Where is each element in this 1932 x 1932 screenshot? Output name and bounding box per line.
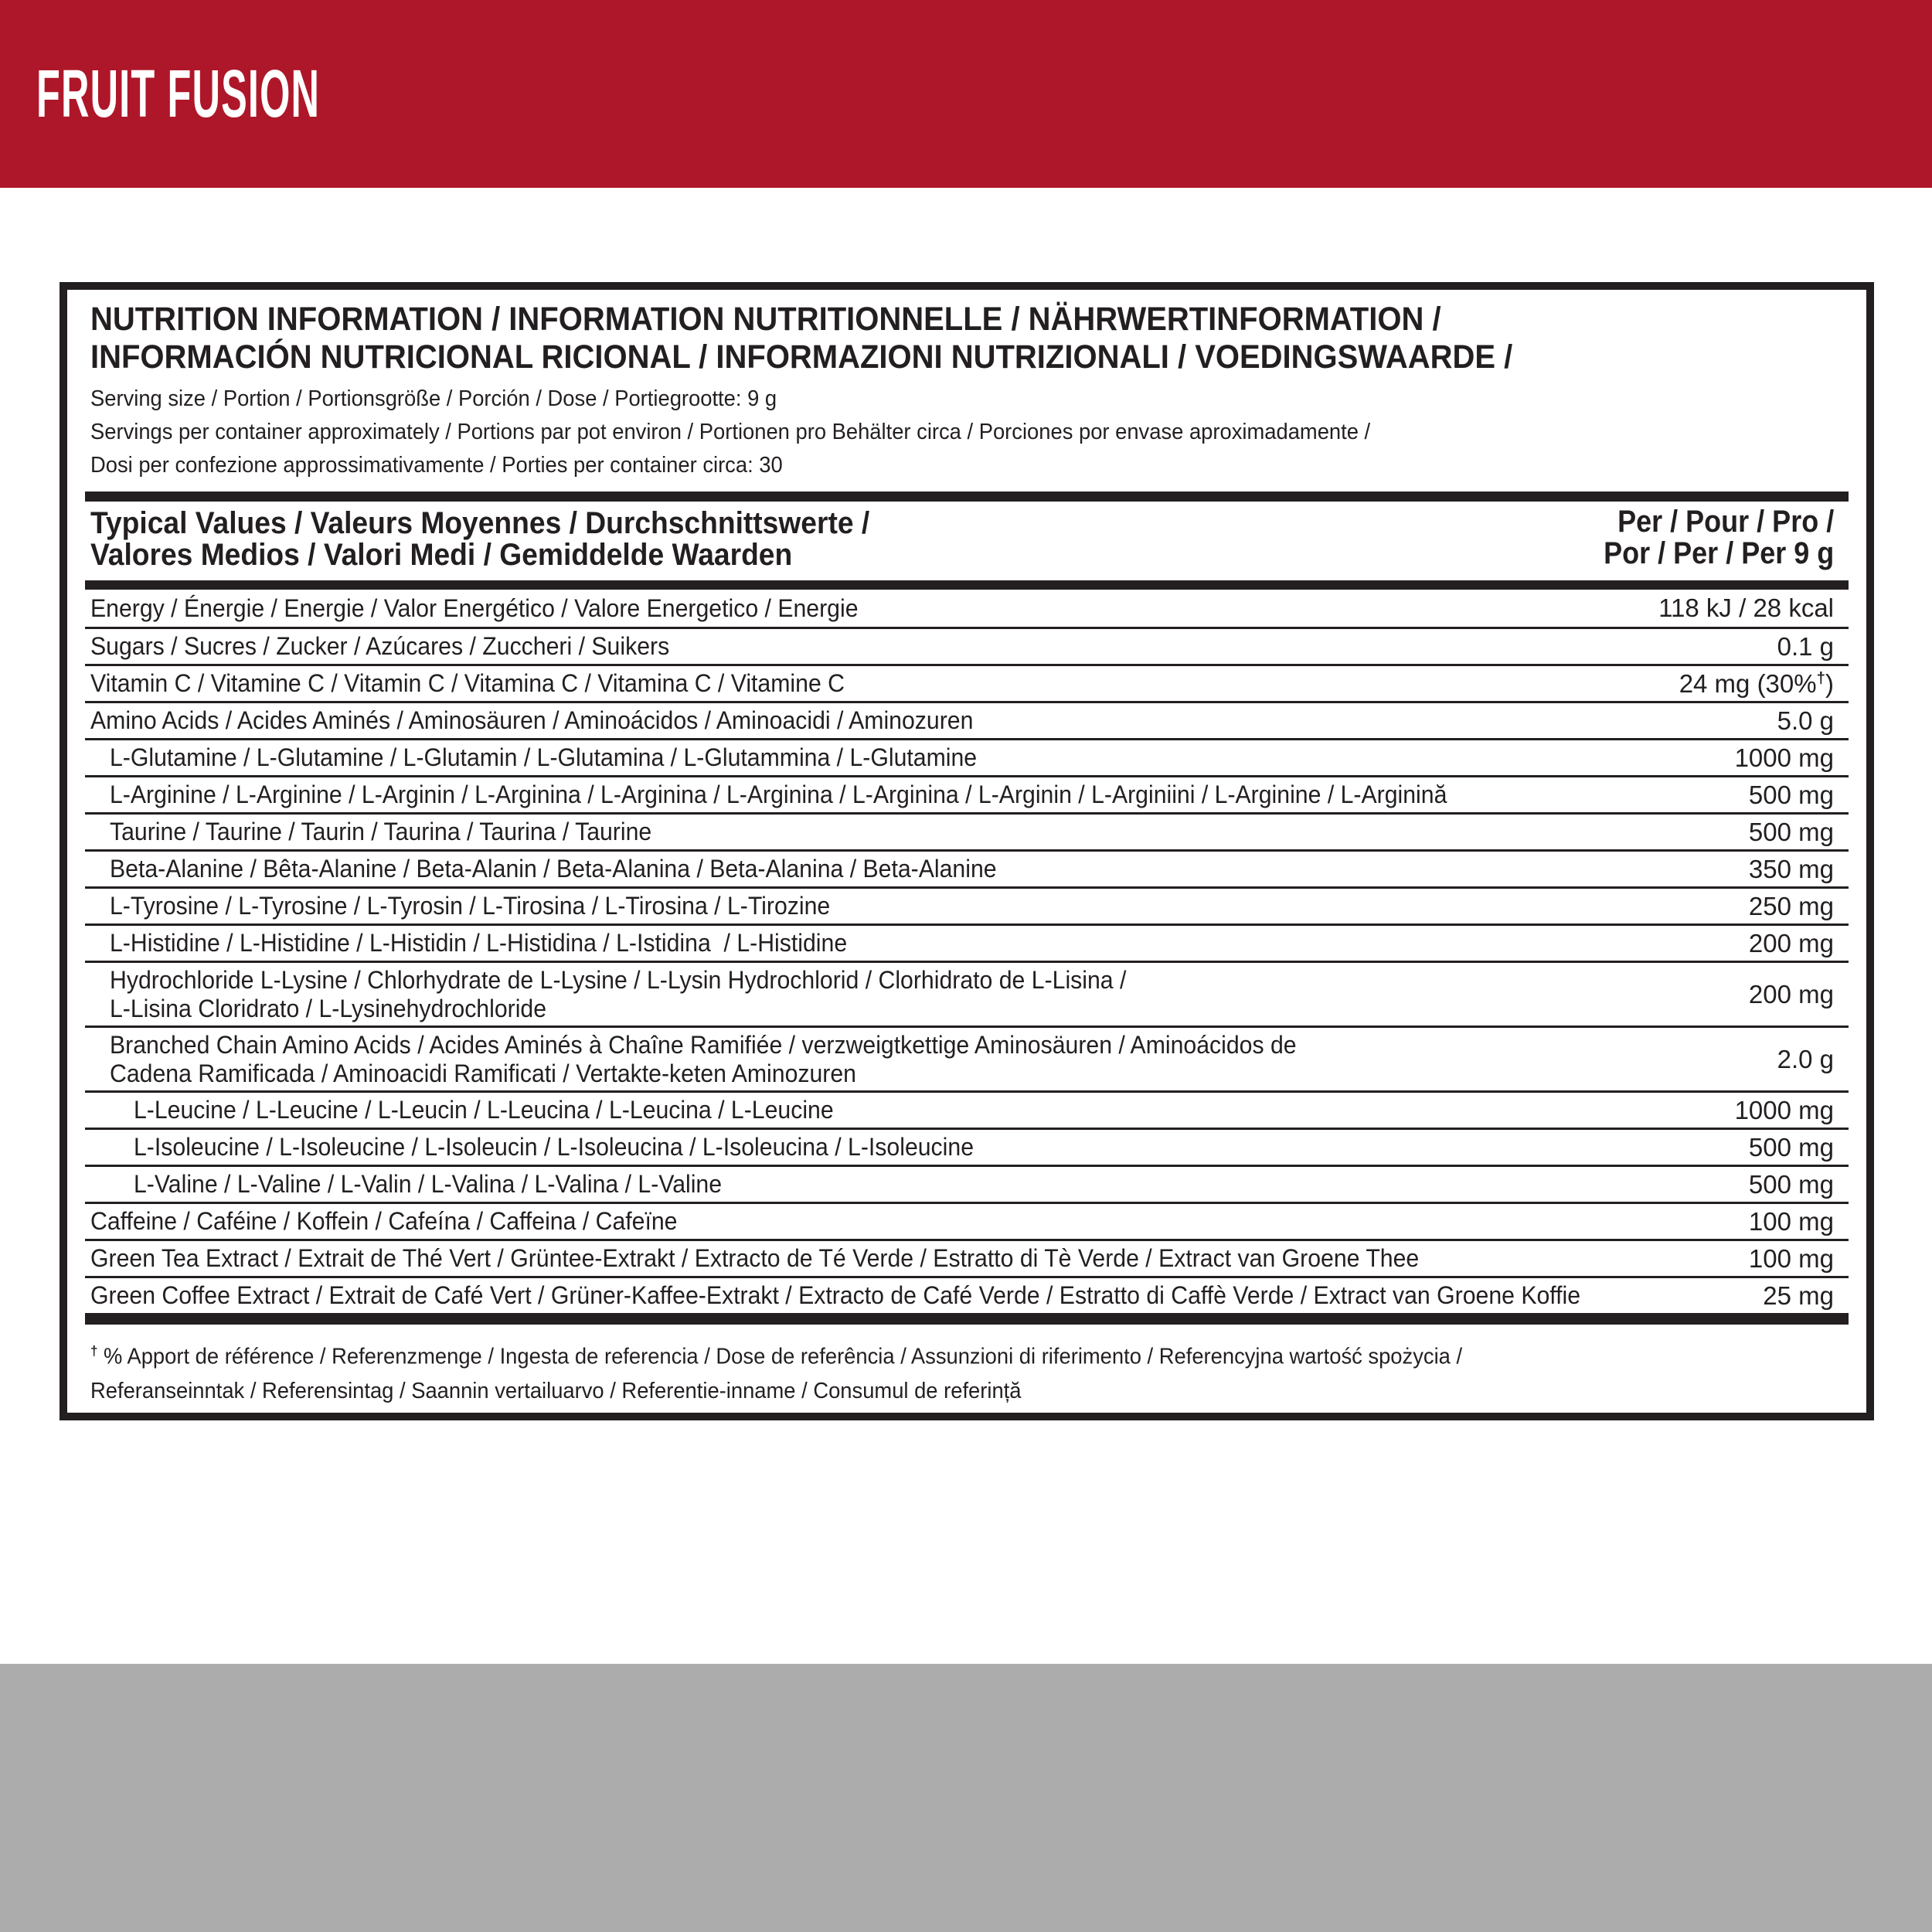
table-row [85,590,1849,627]
nutrient-value: 200 mg [1748,928,1834,957]
nutrient-label: Green Coffee Extract / Extrait de Café Vert / Grüner-Kaffee-Extrakt / Extracto de Café Verde / Estratto di Caffè Verde / Extract van Groene Koffie [90,1281,1581,1309]
nutrient-label: L-Glutamine / L-Glutamine / L-Glutamin / L-Glutamina / L-Glutammina / L-Glutamine [110,743,978,771]
nutrient-value: 500 mg [1748,780,1834,809]
nutrient-label: Green Tea Extract / Extrait de Thé Vert / Grüntee-Extrakt / Extracto de Té Verde / Estratto di Tè Verde / Extract van Groene Thee [90,1244,1420,1272]
per-serving-line2: Por / Per / Per 9 g [1603,536,1834,570]
nutrient-value: 350 mg [1748,854,1834,883]
servings-per-container-line1: Servings per container approximately / Portions par pot environ / Portionen pro Behälter circa / Porciones por envase aproximadamente / [90,420,1371,444]
table-row [85,1276,1849,1313]
nutrient-label: Beta-Alanine / Bêta-Alanine / Beta-Alanin / Beta-Alanina / Beta-Alanina / Beta-Alanine [110,855,997,883]
table-row [85,775,1849,812]
nutrient-label: L-Arginine / L-Arginine / L-Arginin / L-Arginina / L-Arginina / L-Arginina / L-Arginina / L-Arginin / L-Arginiini / L-Arginine / L-Arginină [110,781,1447,808]
typical-values-line2: Valores Medios / Valori Medi / Gemiddelde Waarden [90,538,793,572]
nutrition-title-line1: NUTRITION INFORMATION / INFORMATION NUTRITIONNELLE / NÄHRWERTINFORMATION / [90,301,1441,338]
nutrition-title-line2: INFORMACIÓN NUTRICIONAL RICIONAL / INFORMAZIONI NUTRIZIONALI / VOEDINGSWAARDE / [90,338,1513,376]
nutrient-label: Energy / Énergie / Energie / Valor Energético / Valore Energetico / Energie [90,594,859,622]
table-row [85,961,1849,1026]
nutrient-value: 250 mg [1748,891,1834,920]
nutrition-panel [60,282,1874,1420]
footnote-line1: % Apport de référence / Referenzmenge / Ingesta de referencia / Dose de referência / Assunzioni di riferimento / Referencyjna wartość spożycia / [97,1344,1463,1369]
table-row [85,886,1849,923]
nutrient-value: 1000 mg [1734,743,1834,772]
table-row [85,1128,1849,1165]
flavour-banner [0,0,1932,188]
divider-bar-middle [85,580,1849,590]
nutrient-label: Amino Acids / Acides Aminés / Aminosäuren / Aminoácidos / Aminoacidi / Aminozuren [90,706,974,734]
table-row [85,1090,1849,1128]
nutrient-label: Vitamin C / Vitamine C / Vitamin C / Vitamina C / Vitamina C / Vitamine C [90,669,845,697]
table-row [85,738,1849,775]
nutrient-label: Hydrochloride L-Lysine / Chlorhydrate de L-Lysine / L-Lysin Hydrochlorid / Clorhidrato de L-Lisina / L-Lisina Cloridrato / L-Lysinehydrochloride [110,965,1127,1022]
nutrition-title [90,301,1843,376]
nutrient-value: 1000 mg [1734,1095,1834,1124]
reference-footnote [85,1334,1849,1408]
nutrient-value: 500 mg [1748,1169,1834,1199]
nutrient-value: 118 kJ / 28 kcal [1658,594,1834,622]
table-row [85,849,1849,886]
nutrient-label: Branched Chain Amino Acids / Acides Aminés à Chaîne Ramifiée / verzweigtkettige Aminosäuren / Aminoácidos de Cadena Ramificada / Aminoacidi Ramificati / Vertakte-keten Aminozuren [110,1030,1297,1087]
nutrient-label: Sugars / Sucres / Zucker / Azúcares / Zuccheri / Suikers [90,632,670,660]
nutrient-value: 24 mg (30%†) [1679,668,1834,698]
table-row [85,812,1849,849]
table-row [85,627,1849,664]
table-column-headers [85,505,1849,572]
nutrient-label: Caffeine / Caféine / Koffein / Cafeína / Caffeina / Cafeïne [90,1207,678,1235]
table-row [85,1165,1849,1202]
nutrient-value: 2.0 g [1777,1044,1834,1073]
table-row [85,1239,1849,1276]
footer-band [0,1664,1932,1932]
table-row [85,923,1849,961]
footnote-line2: Referanseinntak / Referensintag / Saannin vertailuarvo / Referentie-inname / Consumul de referință [90,1378,1022,1403]
table-row [85,664,1849,701]
nutrient-label: L-Tyrosine / L-Tyrosine / L-Tyrosin / L-Tirosina / L-Tirosina / L-Tirozine [110,892,831,920]
nutrient-label: L-Valine / L-Valine / L-Valin / L-Valina / L-Valina / L-Valine [134,1170,723,1198]
nutrient-label: Taurine / Taurine / Taurin / Taurina / Taurina / Taurine [110,818,652,845]
divider-bar-top [85,492,1849,502]
servings-per-container-line2: Dosi per confezione approssimativamente / Porties per container circa: 30 [90,453,783,478]
nutrient-label: L-Isoleucine / L-Isoleucine / L-Isoleucin / L-Isoleucina / L-Isoleucina / L-Isoleucine [134,1133,975,1161]
nutrition-rows [85,590,1849,1313]
nutrient-value: 5.0 g [1777,706,1834,735]
nutrient-value: 25 mg [1763,1281,1834,1310]
table-row [85,701,1849,738]
typical-values-line1: Typical Values / Valeurs Moyennes / Durchschnittswerte / [90,506,870,540]
nutrient-value: 100 mg [1748,1206,1834,1236]
serving-info [90,383,1843,482]
dagger-symbol: † [90,1343,98,1359]
flavour-title: FRUIT FUSION [36,56,321,131]
nutrient-value: 0.1 g [1777,631,1834,661]
nutrient-label: L-Histidine / L-Histidine / L-Histidin / L-Histidina / L-Istidina / L-Histidine [110,929,848,957]
table-row [85,1026,1849,1090]
per-serving-line1: Per / Pour / Pro / [1617,505,1834,539]
nutrient-value: 500 mg [1748,1132,1834,1162]
per-serving-header [1578,506,1834,570]
nutrient-value: 500 mg [1748,817,1834,846]
nutrient-label: L-Leucine / L-Leucine / L-Leucin / L-Leucina / L-Leucina / L-Leucine [134,1096,834,1124]
serving-size-line: Serving size / Portion / Portionsgröße / Porción / Dose / Portiegrootte: 9 g [90,386,777,411]
nutrient-value: 200 mg [1748,979,1834,1009]
nutrient-value: 100 mg [1748,1243,1834,1273]
divider-bar-bottom [85,1313,1849,1325]
table-row [85,1202,1849,1239]
